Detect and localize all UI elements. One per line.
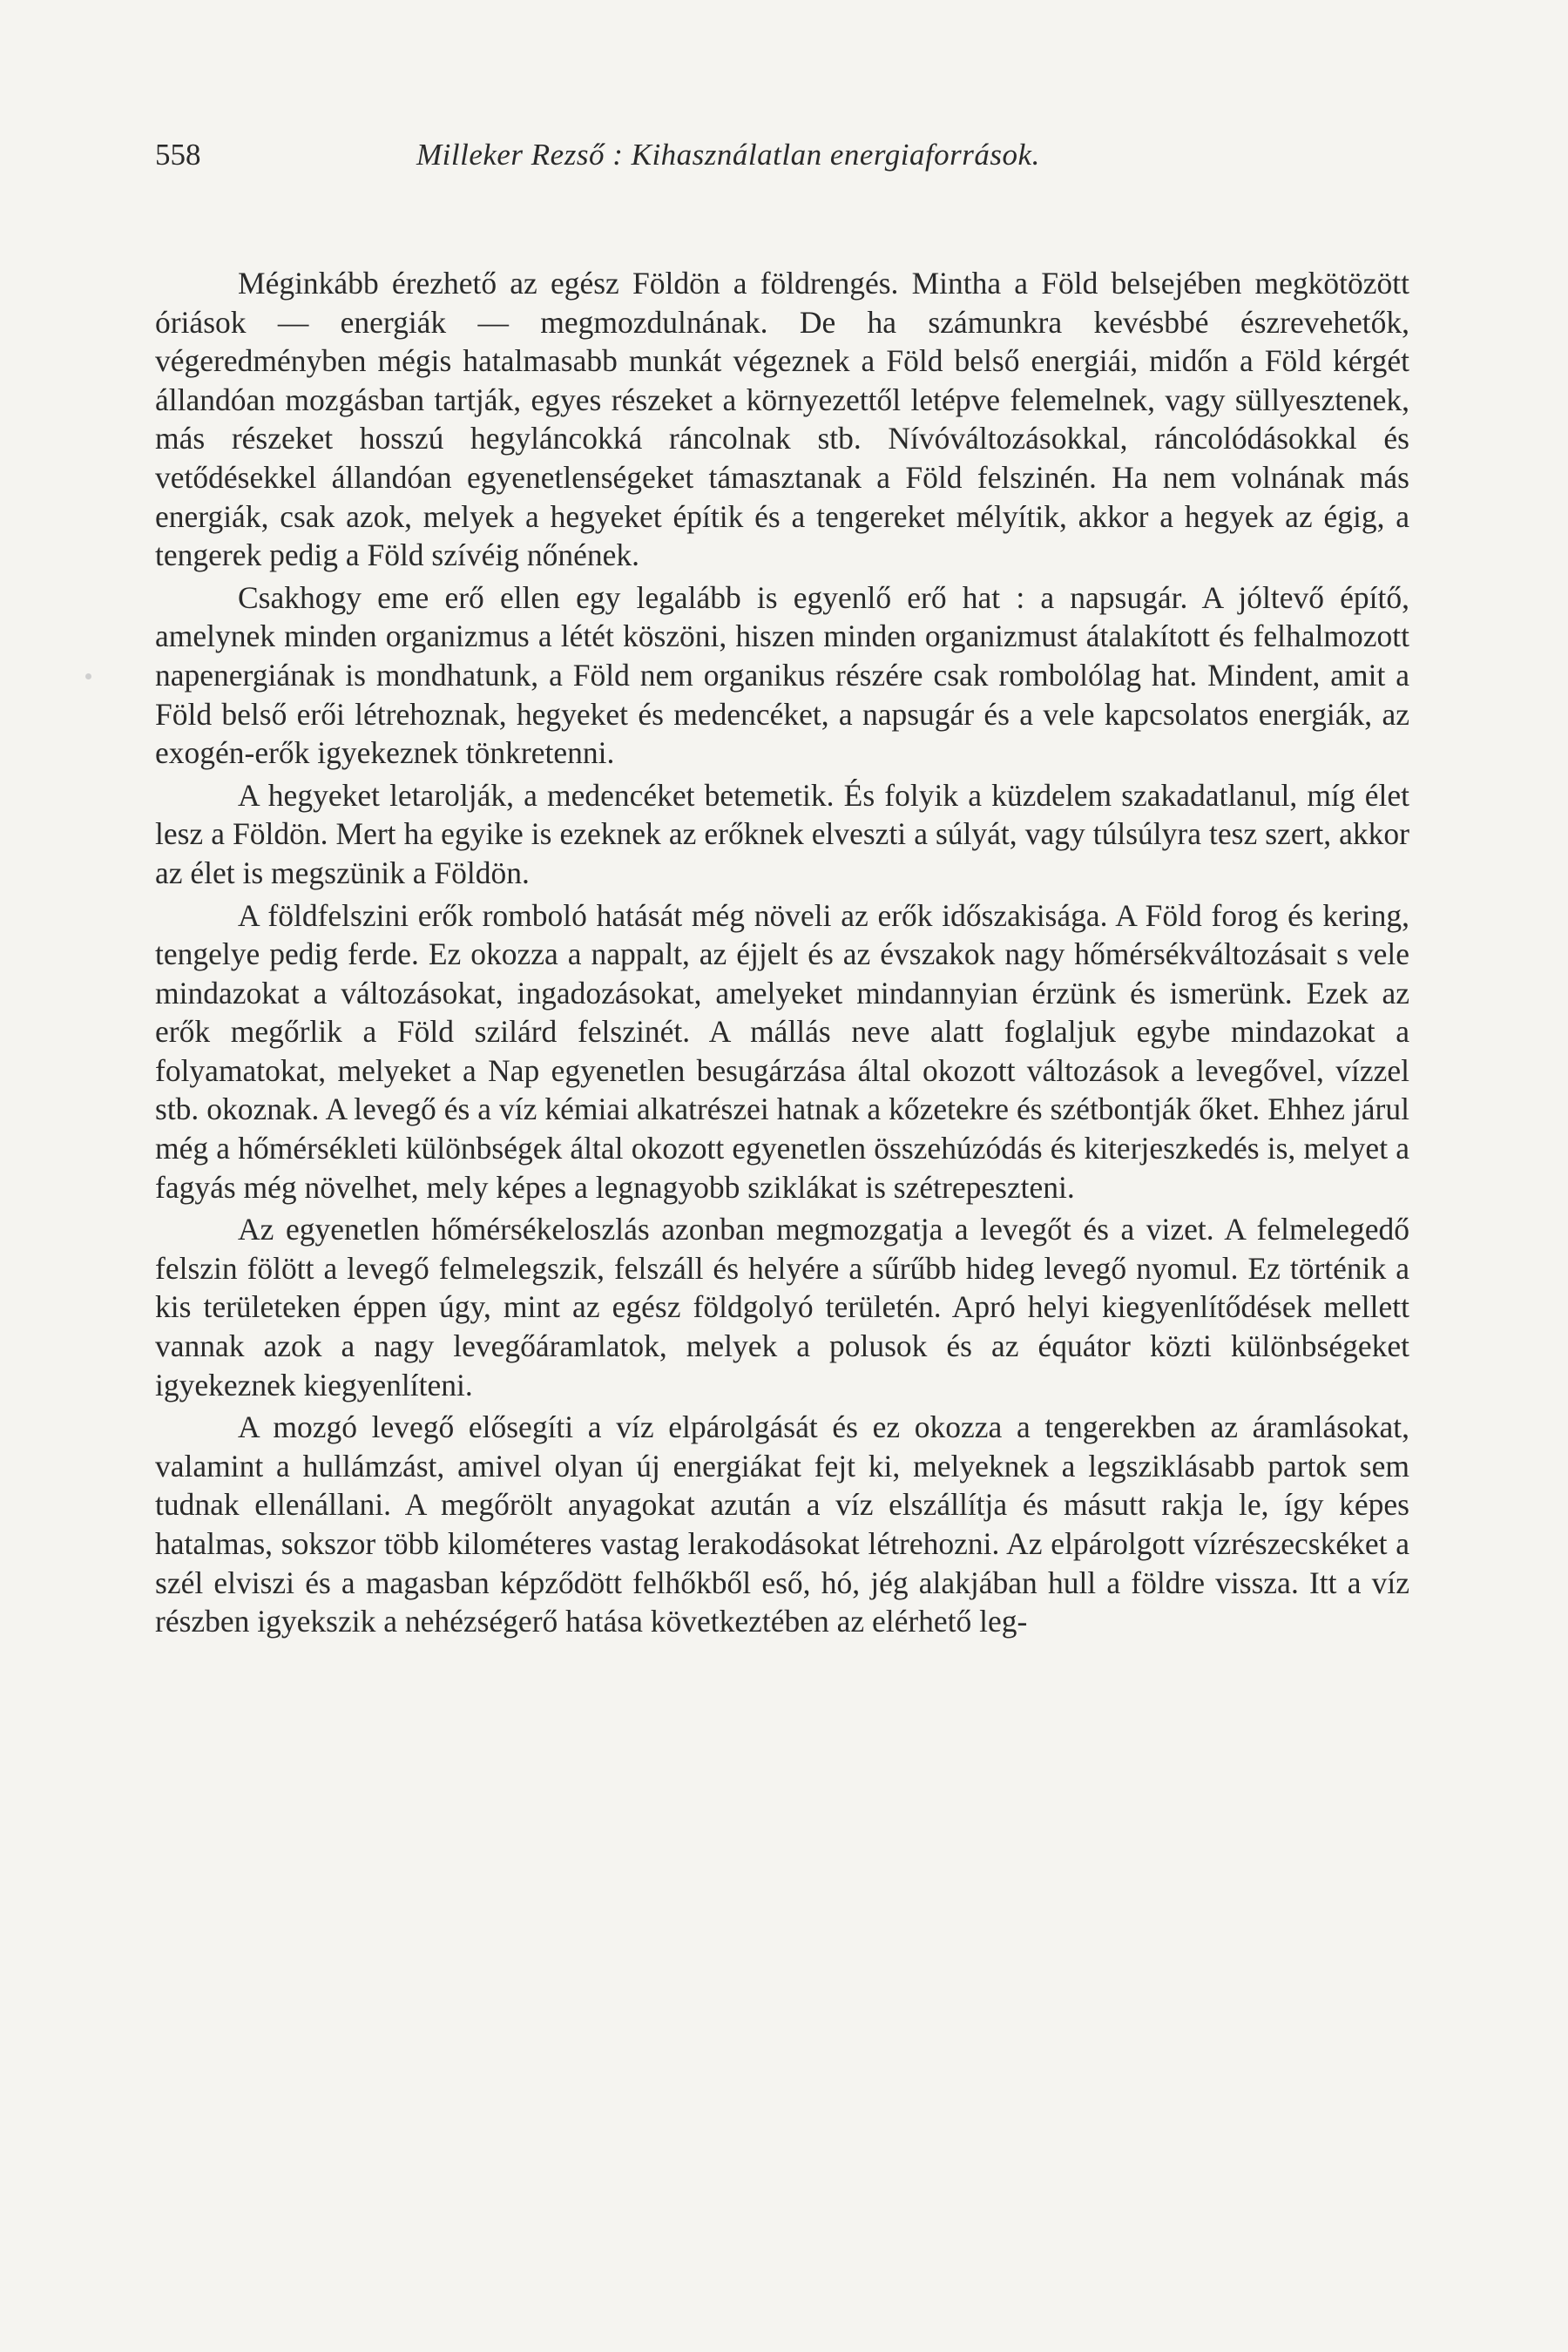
paragraph: Csakhogy eme erő ellen egy legalább is egyenlő erő hat : a napsugár. A jóltevő építő, amelynek minden organizmus a létét köszöni, hiszen minden organizmust átalakított és felhalmozott napenergiának is mondhatunk, a Föld nem organikus részére csak rombolólag hat. Mindent, amit a Föld belső erői létrehoznak, hegyeket és medencéket, a napsugár és a vele kapcsolatos energiák, az exogén-erők igyekeznek tönkretenni. — [155, 579, 1409, 771]
body-text — [155, 264, 1409, 1641]
page-number: 558 — [155, 138, 201, 172]
paragraph: Az egyenetlen hőmérsékeloszlás azonban megmozgatja a levegőt és a vizet. A felmelegedő felszin fölött a levegő felmelegszik, felszáll és helyére a sűrűbb hideg levegő nyomul. Ez történik a kis területeken éppen úgy, mint az egész földgolyó területén. Apró helyi kiegyenlítődések mellett vannak azok a nagy levegőáramlatok, melyek a polusok és az équátor közti különbségeket igyekeznek kiegyenlíteni. — [155, 1212, 1409, 1402]
page-header — [155, 132, 1409, 178]
paragraph: A mozgó levegő elősegíti a víz elpárolgását és ez okozza a tengerekben az áramlásokat, valamint a hullámzást, amivel olyan új energiákat fejt ki, melyeknek a legsziklásabb partok sem tudnak ellenállani. A megőrölt anyagokat azután a víz elszállítja és másutt rakja le, így képes hatalmas, sokszor több kilométeres vastag lerakodásokat létrehozni. Az elpárolgott vízrészecskéket a szél elviszi és a magasban képződött felhőkből eső, hó, jég alakjában hull a földre vissza. Itt a víz részben igyekszik a nehézségerő hatása következtében az elérhető leg- — [155, 1409, 1409, 1639]
paragraph: Méginkább érezhető az egész Földön a földrengés. Mintha a Föld belsejében megkötözött óriások — energiák — megmozdulnának. De ha számunkra kevésbbé észrevehetők, végeredményben mégis hatalmasabb munkát végeznek a Föld belső energiái, midőn a Föld kérgét állandóan mozgásban tartják, egyes részeket a környezettől letépve felemelnek, vagy süllyesztenek, más részeket hosszú hegyláncokká ráncolnak stb. Nívóváltozásokkal, ráncolódásokkal és vetődésekkel állandóan egyenetlenségeket támasztanak a Föld felszinén. Ha nem volnának más energiák, csak azok, melyek a hegyeket építik és a tengereket mélyítik, akkor a hegyek az égig, a tengerek pedig a Föld szívéig nőnének. — [155, 266, 1409, 573]
running-title: Milleker Rezső : Kihasználatlan energiaforrások. — [416, 138, 1040, 172]
paragraph: A földfelszini erők romboló hatását még növeli az erők időszakisága. A Föld forog és kering, tengelye pedig ferde. Ez okozza a nappalt, az éjjelt és az évszakok nagy hőmérsékváltozásait s vele mindazokat a változásokat, ingadozásokat, amelyeket mindannyian érzünk és ismerünk. Ezek az erők megőrlik a Föld szilárd felszinét. A mállás neve alatt foglaljuk egybe mindazokat a folyamatokat, melyeket a Nap egyenetlen besugárzása által okozott változások a levegővel, vízzel stb. okoznak. A levegő és a víz kémiai alkatrészei hatnak a kőzetekre és szétbontják őket. Ehhez járul még a hőmérsékleti különbségek által okozott egyenetlen összehúzódás és kiterjeszkedés is, melyet a fagyás még növelhet, mely képes a legnagyobb sziklákat is szétrepeszteni. — [155, 897, 1409, 1205]
paragraph: A hegyeket letarolják, a medencéket betemetik. És folyik a küzdelem szakadatlanul, míg élet lesz a Földön. Mert ha egyike is ezeknek az erőknek elveszti a súlyát, vagy túlsúlyra tesz szert, akkor az élet is megszünik a Földön. — [155, 777, 1409, 890]
print-speck — [85, 673, 91, 679]
